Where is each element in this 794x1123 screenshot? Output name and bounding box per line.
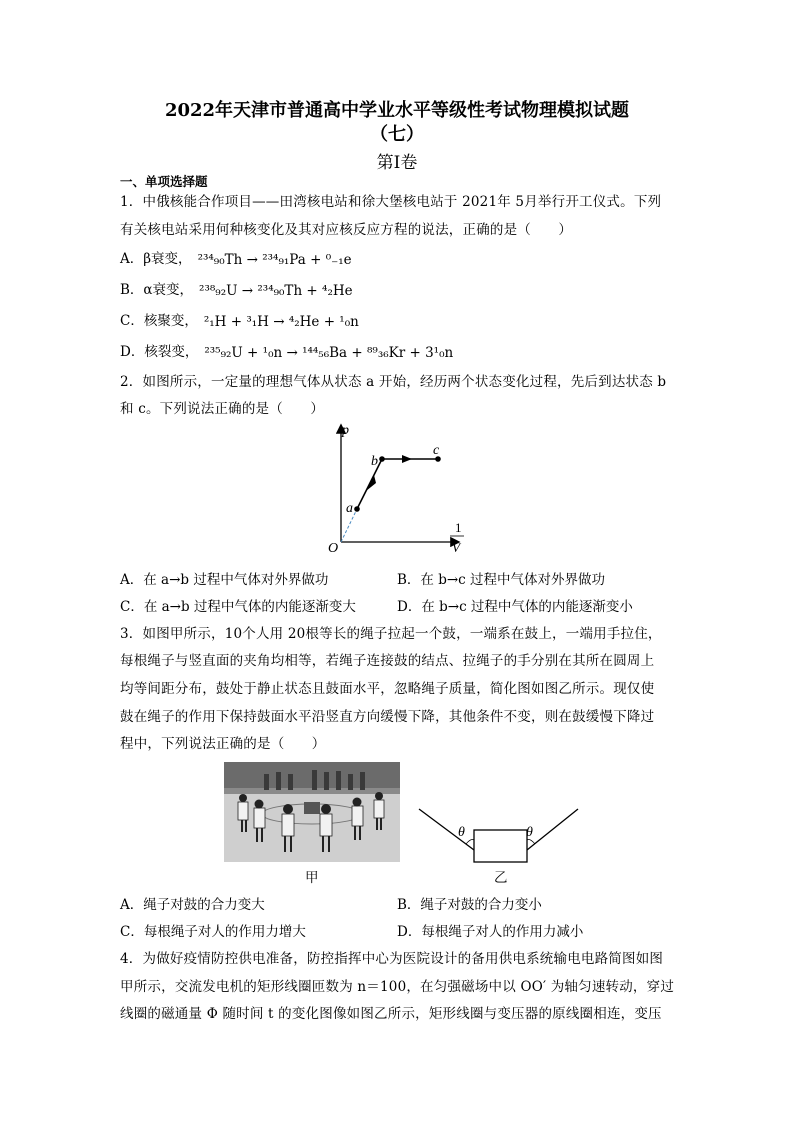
arrow-b-to-c <box>402 455 412 463</box>
drum-rope-diagram <box>416 806 586 866</box>
q1-option-a-equation: ²³⁴₉₀Th → ²³⁴₉₁Pa + ⁰₋₁e <box>197 251 352 268</box>
q2-option-b[interactable]: B．在 b→c 过程中气体对外界做功 <box>397 572 606 588</box>
q3-stem-line3: 均等间距分布，鼓处于静止状态且鼓面水平，忽略绳子质量，简化图如图乙所示。现仅使 <box>120 681 655 697</box>
origin-label: O <box>328 541 339 556</box>
drum-team-photo <box>224 762 400 862</box>
q3-option-d[interactable]: D．每根绳子对人的作用力减小 <box>397 924 584 940</box>
exam-title: 2022年天津市普通高中学业水平等级性考试物理模拟试题 <box>164 100 630 121</box>
drum-box <box>474 830 527 862</box>
state-a-point <box>354 506 360 512</box>
q2-option-a[interactable]: A．在 a→b 过程中气体对外界做功 <box>120 572 329 588</box>
q4-stem-line2: 甲所示，交流发电机的矩形线圈匝数为 n＝100，在匀强磁场中以 OO′ 为轴匀速转动，穿过 <box>120 979 675 995</box>
q1-option-a-label: A．β衰变， <box>120 251 192 267</box>
q1-option-a[interactable] <box>120 247 352 268</box>
right-angle-arc <box>527 840 535 845</box>
exam-title-number: （七） <box>370 124 424 145</box>
q1-option-d[interactable] <box>120 340 453 361</box>
q3-stem-line4: 鼓在绳子的作用下保持鼓面水平沿竖直方向缓慢下降，其他条件不变，则在鼓缓慢下降过 <box>120 709 655 725</box>
q2-stem-line2: 和 c。下列说法正确的是（ ） <box>120 401 325 417</box>
p-axis-label: p <box>342 423 349 438</box>
q3-option-a[interactable]: A．绳子对鼓的合力变大 <box>120 897 265 913</box>
q4-stem-line1: 4．为做好疫情防控供电准备，防控指挥中心为医院设计的备用供电系统输电电路简图如图 <box>120 951 664 967</box>
q3-option-c[interactable]: C．每根绳子对人的作用力增大 <box>120 924 306 940</box>
figure-jia-caption: 甲 <box>305 870 319 886</box>
point-b-label: b <box>371 454 378 469</box>
state-b-point <box>379 456 385 462</box>
q4-stem-line3: 线圈的磁通量 Φ 随时间 t 的变化图像如图乙所示，矩形线圈与变压器的原线圈相连，变压 <box>120 1006 662 1022</box>
q1-option-c[interactable] <box>120 309 359 330</box>
left-rope <box>419 809 474 850</box>
right-theta-label: θ <box>526 825 533 840</box>
q3-stem-line1: 3．如图甲所示，10个人用 20根等长的绳子拉起一个鼓，一端系在鼓上，一端用手拉住， <box>120 626 662 642</box>
q3-stem-line2: 每根绳子与竖直面的夹角均相等，若绳子连接鼓的结点、拉绳子的手分别在其所在圆周上 <box>120 653 655 669</box>
left-theta-label: θ <box>458 825 465 840</box>
q1-stem-line2: 有关核电站采用何种核变化及其对应核反应方程的说法，正确的是（ ） <box>120 222 573 238</box>
section-heading: 一、单项选择题 <box>120 174 208 189</box>
left-angle-arc <box>466 840 474 845</box>
q1-option-b-equation: ²³⁸₉₂U → ²³⁴₉₀Th + ⁴₂He <box>199 282 353 299</box>
q2-option-c[interactable]: C．在 a→b 过程中气体的内能逐渐变大 <box>120 599 356 615</box>
p-vs-inverse-v-graph <box>318 420 478 560</box>
q2-option-d[interactable]: D．在 b→c 过程中气体的内能逐渐变小 <box>397 599 633 615</box>
q3-stem-line5: 程中，下列说法正确的是（ ） <box>120 736 326 752</box>
arrow-a-to-b <box>366 475 376 491</box>
volume-label: 第Ⅰ卷 <box>376 153 418 173</box>
q3-option-b[interactable]: B．绳子对鼓的合力变小 <box>397 897 542 913</box>
point-a-label: a <box>346 501 353 516</box>
q1-option-d-label: D．核裂变， <box>120 344 199 360</box>
q2-stem-line1: 2．如图所示，一定量的理想气体从状态 a 开始，经历两个状态变化过程，先后到达状态 b <box>120 374 667 390</box>
q1-option-c-label: C．核聚变， <box>120 313 198 329</box>
point-c-label: c <box>433 443 440 458</box>
q1-option-d-equation: ²³⁵₉₂U + ¹₀n → ¹⁴⁴₅₆Ba + ⁸⁹₃₆Kr + 3¹₀n <box>204 344 454 361</box>
x-axis-denominator: V <box>452 540 460 555</box>
q1-option-b-label: B．α衰变， <box>120 282 194 298</box>
q1-option-b[interactable] <box>120 278 353 299</box>
q1-stem-line1: 1．中俄核能合作项目——田湾核电站和徐大堡核电站于 2021年 5月举行开工仪式。下列 <box>120 194 662 210</box>
figure-yi-caption: 乙 <box>494 870 508 886</box>
x-axis-numerator: 1 <box>455 520 462 535</box>
drum-team-photo-illustration <box>224 762 400 862</box>
q1-option-c-equation: ²₁H + ³₁H → ⁴₂He + ¹₀n <box>203 313 359 330</box>
